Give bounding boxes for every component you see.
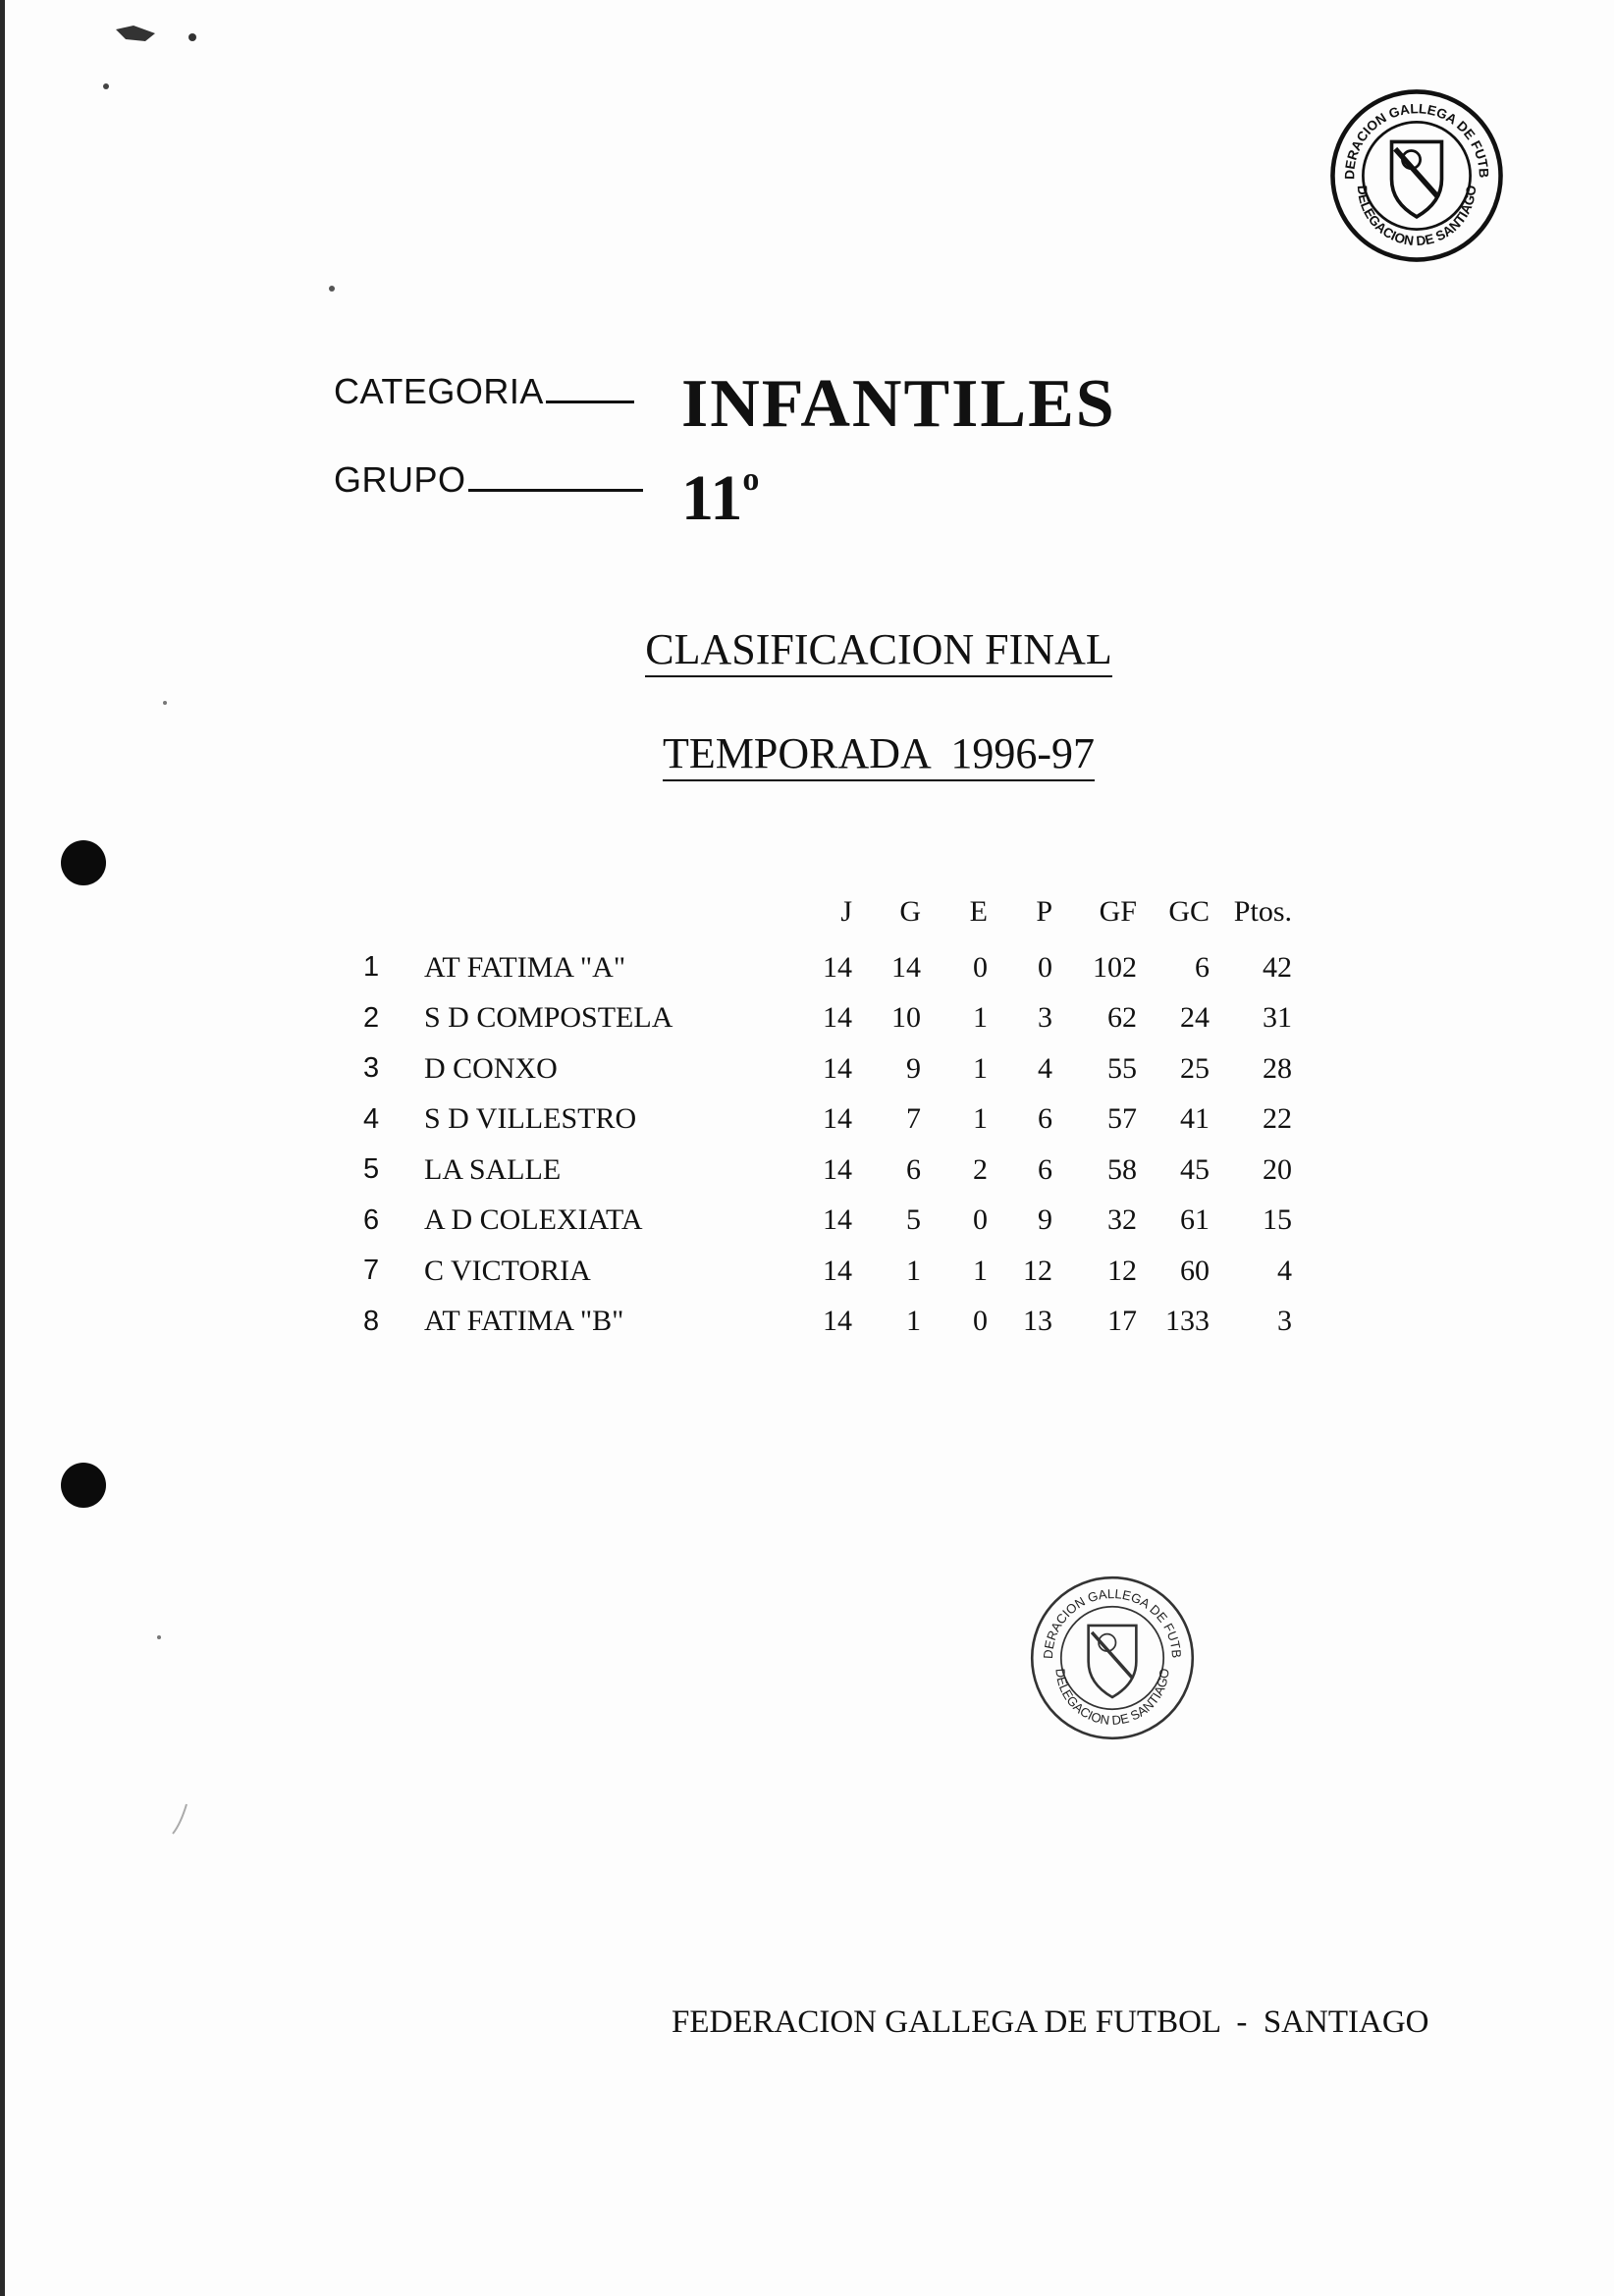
table-row	[363, 1043, 1292, 1095]
cell-j: 14	[823, 1102, 852, 1136]
table-row	[363, 1196, 1292, 1247]
cell-p: 12	[1023, 1254, 1052, 1287]
cell-p: 13	[1023, 1305, 1052, 1338]
standings-table	[363, 895, 1292, 1347]
cell-gf: 17	[1107, 1305, 1137, 1338]
cell-j: 14	[823, 1254, 852, 1287]
cell-pts: 31	[1263, 1001, 1292, 1035]
cell-j: 14	[823, 1305, 852, 1338]
cell-gf: 32	[1107, 1203, 1137, 1237]
cell-e: 1	[973, 1001, 988, 1035]
cell-p: 6	[1038, 1102, 1052, 1136]
title-clasificacion	[0, 624, 1614, 674]
stamp-top-arc-text: DERACION GALLEGA DE FUTB	[1040, 1586, 1185, 1660]
title-temporada	[0, 728, 1614, 778]
cell-p: 9	[1038, 1203, 1052, 1237]
categoria-value: INFANTILES	[681, 366, 1116, 442]
cell-gf: 12	[1107, 1254, 1137, 1287]
cell-g: 9	[906, 1051, 921, 1085]
table-row	[363, 1297, 1292, 1348]
cell-e: 0	[973, 1203, 988, 1237]
cell-gc: 24	[1180, 1001, 1210, 1035]
cell-e: 1	[973, 1102, 988, 1136]
cell-pos: 3	[363, 1052, 380, 1085]
cell-e: 1	[973, 1051, 988, 1085]
punch-hole	[61, 840, 106, 885]
cell-j: 14	[823, 950, 852, 984]
table-row	[363, 1095, 1292, 1146]
cell-pts: 3	[1277, 1305, 1292, 1338]
cell-pts: 20	[1263, 1152, 1292, 1186]
header-gc: GC	[1168, 895, 1210, 928]
cell-team: AT FATIMA "A"	[424, 950, 626, 984]
header-e: E	[969, 895, 988, 928]
categoria-underline	[546, 400, 634, 403]
cell-p: 4	[1038, 1051, 1052, 1085]
header-pts: Ptos.	[1233, 895, 1292, 928]
cell-pos: 7	[363, 1255, 380, 1287]
cell-g: 1	[906, 1254, 921, 1287]
cell-j: 14	[823, 1051, 852, 1085]
grupo-underline	[468, 489, 643, 492]
cell-team: S D COMPOSTELA	[424, 1001, 673, 1035]
table-row	[363, 942, 1292, 993]
cell-gc: 25	[1180, 1051, 1210, 1085]
cell-pts: 15	[1263, 1203, 1292, 1237]
grupo-label-row	[334, 459, 643, 501]
cell-pos: 6	[363, 1203, 380, 1236]
cell-pts: 22	[1263, 1102, 1292, 1136]
cell-gf: 62	[1107, 1001, 1137, 1035]
cell-j: 14	[823, 1001, 852, 1035]
header-g: G	[899, 895, 921, 928]
cell-e: 0	[973, 950, 988, 984]
cell-p: 6	[1038, 1152, 1052, 1186]
header-team	[406, 895, 797, 942]
cell-gc: 133	[1165, 1305, 1210, 1338]
grupo-label: GRUPO	[334, 459, 466, 500]
title-temporada-text: TEMPORADA 1996-97	[663, 729, 1095, 781]
cell-pos: 1	[363, 951, 380, 984]
stamp-top-arc-text: DERACION GALLEGA DE FUTB	[1342, 101, 1491, 180]
cell-team: A D COLEXIATA	[424, 1203, 643, 1237]
table-row	[363, 1145, 1292, 1196]
cell-gc: 45	[1180, 1152, 1210, 1186]
categoria-label: CATEGORIA	[334, 371, 544, 411]
cell-p: 3	[1038, 1001, 1052, 1035]
cell-gf: 102	[1093, 950, 1137, 984]
punch-hole	[61, 1463, 106, 1508]
cell-g: 5	[906, 1203, 921, 1237]
cell-e: 1	[973, 1254, 988, 1287]
federation-stamp-bottom	[1027, 1573, 1198, 1743]
cell-pos: 5	[363, 1153, 380, 1186]
cell-team: AT FATIMA "B"	[424, 1305, 624, 1338]
header-gf: GF	[1099, 895, 1137, 928]
table-row	[363, 1246, 1292, 1297]
cell-p: 0	[1038, 950, 1052, 984]
cell-gc: 61	[1180, 1203, 1210, 1237]
grupo-ordinal: o	[742, 461, 760, 498]
header-pos	[363, 895, 406, 942]
cell-team: C VICTORIA	[424, 1254, 591, 1287]
cell-gf: 55	[1107, 1051, 1137, 1085]
stamp-bottom-arc-text: DELEGACION DE SANTIAGO	[1052, 1667, 1172, 1729]
cell-pts: 4	[1277, 1254, 1292, 1287]
cell-gf: 58	[1107, 1152, 1137, 1186]
cell-g: 14	[891, 950, 921, 984]
grupo-value	[681, 461, 759, 536]
footer-federation: FEDERACION GALLEGA DE FUTBOL - SANTIAGO	[672, 2004, 1429, 2040]
title-clasificacion-text: CLASIFICACION FINAL	[645, 625, 1111, 677]
cell-g: 7	[906, 1102, 921, 1136]
cell-gc: 41	[1180, 1102, 1210, 1136]
cell-pos: 4	[363, 1102, 380, 1135]
cell-pos: 2	[363, 1001, 380, 1034]
stamp-bottom-arc-text: DELEGACION DE SANTIAGO	[1354, 185, 1480, 249]
cell-pts: 42	[1263, 950, 1292, 984]
cell-team: S D VILLESTRO	[424, 1102, 637, 1136]
cell-gc: 60	[1180, 1254, 1210, 1287]
cell-team: LA SALLE	[424, 1152, 562, 1186]
cell-gc: 6	[1195, 950, 1210, 984]
grupo-number: 11	[681, 462, 743, 534]
cell-gf: 57	[1107, 1102, 1137, 1136]
table-row	[363, 993, 1292, 1044]
cell-g: 1	[906, 1305, 921, 1338]
cell-e: 0	[973, 1305, 988, 1338]
cell-e: 2	[973, 1152, 988, 1186]
categoria-label-row	[334, 371, 634, 412]
cell-g: 6	[906, 1152, 921, 1186]
cell-team: D CONXO	[424, 1051, 558, 1085]
header-j: J	[840, 895, 852, 928]
table-header-row	[363, 895, 1292, 942]
cell-pos: 8	[363, 1305, 380, 1337]
scan-edge	[0, 0, 5, 2296]
cell-j: 14	[823, 1203, 852, 1237]
cell-pts: 28	[1263, 1051, 1292, 1085]
cell-g: 10	[891, 1001, 921, 1035]
federation-stamp-top	[1327, 86, 1506, 265]
cell-j: 14	[823, 1152, 852, 1186]
header-p: P	[1036, 895, 1052, 928]
